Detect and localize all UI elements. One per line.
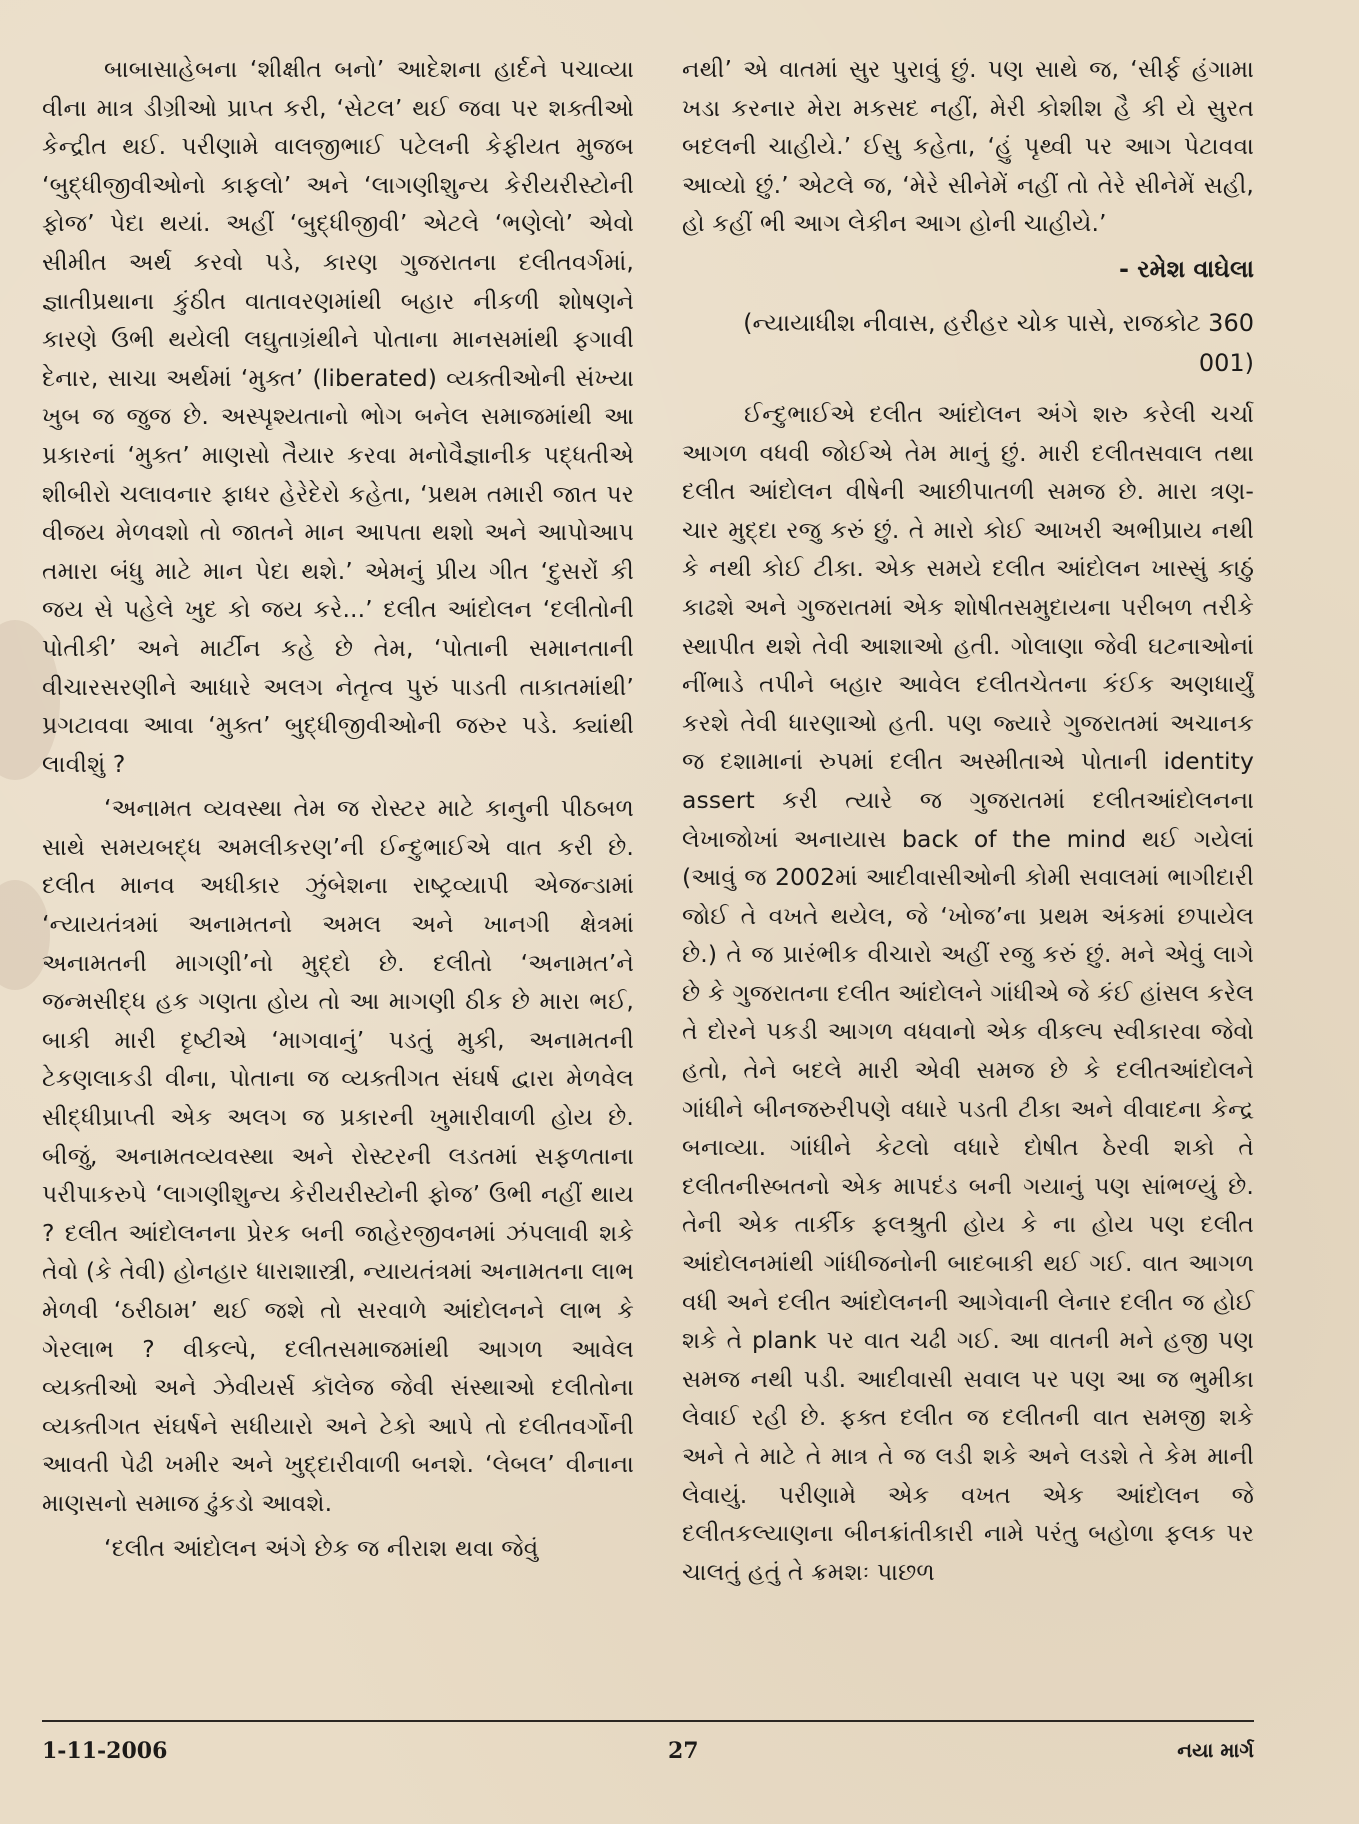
author-address: (ન્યાયાધીશ નીવાસ, હરીહર ચોક પાસે, રાજકોટ 360 001) [743, 308, 1254, 377]
left-column [42, 50, 634, 1573]
article-paragraph: ‘દલીત આંદોલન અંગે છેક જ નીરાશ થવા જેવું [104, 1533, 539, 1562]
author-signature: - રમેશ વાઘેલા [1118, 254, 1254, 283]
article-paragraph: બાબાસાહેબના ‘શીક્ષીત બનો’ આદેશના હાર્દને પચાવ્યા વીના માત્ર ડીગ્રીઓ પ્રાપ્ત કરી, ‘સેટલ’ થઈ જવા પર શક્તીઓ કેન્દ્રીત થઈ. પરીણામે વાલજીભાઈ પટેલની કેફીયત મુજબ ‘બુદ્ધીજીવીઓનો કાફલો’ અને ‘લાગણીશુન્ય કેરીયરીસ્ટોની ફોજ’ પેદા થયાં. અહીં ‘બુદ્ધીજીવી’ એટલે ‘ભણેલો’ એવો સીમીત અર્થ કરવો પડે, કારણ ગુજરાતના દલીતવર્ગમાં, જ્ઞાતીપ્રથાના કુંઠીત વાતાવરણમાંથી બહાર નીકળી શોષણને કારણે ઉભી થયેલી લઘુતાગ્રંથીને પોતાના માનસમાંથી ફગાવી દેનાર, સાચા અર્થમાં ‘મુક્ત’ (liberated) વ્યક્તીઓની સંખ્યા ખુબ જ જુજ છે. અસ્પૃશ્યતાનો ભોગ બનેલ સમાજમાંથી આ પ્રકારનાં ‘મુક્ત’ માણસો તૈયાર કરવા મનોવૈજ્ઞાનીક પદ્ધતીએ શીબીરો ચલાવનાર ફાધર હેરેદેરો કહેતા, ‘પ્રથમ તમારી જાત પર વીજય મેળવશો તો જાતને માન આપતા થશો અને આપોઆપ તમારા બંધુ માટે માન પેદા થશે.’ એમનું પ્રીય ગીત ‘દુસરોં કી જય સે પહેલે ખુદ કો જય કરે...’ દલીત આંદોલન ‘દલીતોની પોતીકી’ અને માર્ટીન કહે છે તેમ, ‘પોતાની સમાનતાની વીચારસરણીને આધારે અલગ નેતૃત્વ પુરું પાડતી તાકાતમાંથી’ પ્રગટાવવા આવા ‘મુક્ત’ બુદ્ધીજીવીઓની જરુર પડે. ક્યાંથી લાવીશું ? [42, 55, 634, 778]
footer-divider [42, 1720, 1254, 1722]
article-paragraph: ‘અનામત વ્યવસ્થા તેમ જ રોસ્ટર માટે કાનુની પીઠબળ સાથે સમયબદ્ધ અમલીકરણ’ની ઈન્દુભાઈએ વાત કરી છે. દલીત માનવ અધીકાર ઝુંબેશના રાષ્ટ્રવ્યાપી એજન્ડામાં ‘ન્યાયતંત્રમાં અનામતનો અમલ અને ખાનગી ક્ષેત્રમાં અનામતની માગણી’નો મુદ્દો છે. દલીતો ‘અનામત’ને જન્મસીદ્ધ હક ગણતા હોય તો આ માગણી ઠીક છે મારા ભઈ, બાકી મારી દૃષ્ટીએ ‘માગવાનું’ પડતું મુકી, અનામતની ટેકણલાકડી વીના, પોતાના જ વ્યક્તીગત સંઘર્ષ દ્વારા મેળવેલ સીદ્ધીપ્રાપ્તી એક અલગ જ પ્રકારની ખુમારીવાળી હોય છે. બીજું, અનામતવ્યવસ્થા અને રોસ્ટરની લડતમાં સફળતાના પરીપાકરુપે ‘લાગણીશુન્ય કેરીયરીસ્ટોની ફોજ’ ઉભી નહીં થાય ? દલીત આંદોલનના પ્રેરક બની જાહેરજીવનમાં ઝંપલાવી શકે તેવો (કે તેવી) હોનહાર ધારાશાસ્ત્રી, ન્યાયતંત્રમાં અનામતના લાભ મેળવી ‘ઠરીઠામ’ થઈ જશે તો સરવાળે આંદોલનને લાભ કે ગેરલાભ ? વીકલ્પે, દલીતસમાજમાંથી આગળ આવેલ વ્યક્તીઓ અને ઝેવીયર્સ કૉલેજ જેવી સંસ્થાઓ દલીતોના વ્યક્તીગત સંઘર્ષને સધીયારો અને ટેકો આપે તો દલીતવર્ગોની આવતી પેઢી ખમીર અને ખુદ્દારીવાળી બનશે. ‘લેબલ’ વીનાના માણસનો સમાજ ઢુંકડો આવશે. [42, 794, 634, 1517]
issue-date: 1-11-2006 [42, 1738, 168, 1764]
article-paragraph-continued: નથી’ એ વાતમાં સુર પુરાવું છું. પણ સાથે જ, ‘સીર્ફ હંગામા ખડા કરનાર મેરા મકસદ નહીં, મેરી કોશીશ હૈ કી યે સુરત બદલની ચાહીયે.’ ઈસુ કહેતા, ‘હું પૃથ્વી પર આગ પેટાવવા આવ્યો છું.’ એટલે જ, ‘મેરે સીનેમેં નહીં તો તેરે સીનેમેં સહી, હો કહીં ભી આગ લેકીન આગ હોની ચાહીયે.’ [682, 55, 1254, 238]
article-paragraph: ઈન્દુભાઈએ દલીત આંદોલન અંગે શરુ કરેલી ચર્ચા આગળ વધવી જોઈએ તેમ માનું છું. મારી દલીતસવાલ તથા દલીત આંદોલન વીષેની આછીપાતળી સમજ છે. મારા ત્રણ-ચાર મુદ્દા રજુ કરું છું. તે મારો કોઈ આખરી અભીપ્રાય નથી કે નથી કોઈ ટીકા. એક સમયે દલીત આંદોલન ખાસ્સું કાઠું કાઢશે અને ગુજરાતમાં એક શોષીતસમુદાયના પરીબળ તરીકે સ્થાપીત થશે તેવી આશાઓ હતી. ગોલાણા જેવી ઘટનાઓનાં નીંભાડે તપીને બહાર આવેલ દલીતચેતના કંઈક અણધાર્યું કરશે તેવી ધારણાઓ હતી. પણ જ્યારે ગુજરાતમાં અચાનક જ દશામાનાં રુપમાં દલીત અસ્મીતાએ પોતાની identity assert કરી ત્યારે જ ગુજરાતમાં દલીતઆંદોલનના લેખાજોખાં અનાયાસ back of the mind થઈ ગયેલાં (આવું જ 2002માં આદીવાસીઓની કોમી સવાલમાં ભાગીદારી જોઈ તે વખતે થયેલ, જે ‘ખોજ’ના પ્રથમ અંકમાં છપાયેલ છે.) તે જ પ્રારંભીક વીચારો અહીં રજુ કરું છું. મને એવું લાગે છે કે ગુજરાતના દલીત આંદોલને ગાંધીએ જે કંઈ હાંસલ કરેલ તે દોરને પકડી આગળ વધવાનો એક વીકલ્પ સ્વીકારવા જેવો હતો, તેને બદલે મારી એવી સમજ છે કે દલીતઆંદોલને ગાંધીને બીનજરુરીપણે વધારે પડતી ટીકા અને વીવાદના કેન્દ્ર બનાવ્યા. ગાંધીને કેટલો વધારે દોષીત ઠેરવી શકો તે દલીતનીસ્બતનો એક માપદંડ બની ગયાનું પણ સાંભળ્યું છે. તેની એક તાર્કીક ફલશ્રુતી હોય કે ના હોય પણ દલીત આંદોલનમાંથી ગાંધીજનોની બાદબાકી થઈ ગઈ. વાત આગળ વધી અને દલીત આંદોલનની આગેવાની લેનાર દલીત જ હોઈ શકે તે plank પર વાત ચઢી ગઈ. આ વાતની મને હજી પણ સમજ નથી પડી. આદીવાસી સવાલ પર પણ આ જ ભુમીકા લેવાઈ રહી છે. ફક્ત દલીત જ દલીતની વાત સમજી શકે અને તે માટે તે માત્ર તે જ લડી શકે અને લડશે તે કેમ માની લેવાયું. પરીણામે એક વખત એક આંદોલન જે દલીતકલ્યાણના બીનક્રાંતીકારી નામે પરંતુ બહોળા ફલક પર ચાલતું હતું તે ક્રમશઃ પાછળ [682, 399, 1254, 1586]
page-number: 27 [668, 1738, 699, 1764]
right-column [682, 50, 1254, 1597]
magazine-name: નયા માર્ગ [1177, 1738, 1254, 1762]
